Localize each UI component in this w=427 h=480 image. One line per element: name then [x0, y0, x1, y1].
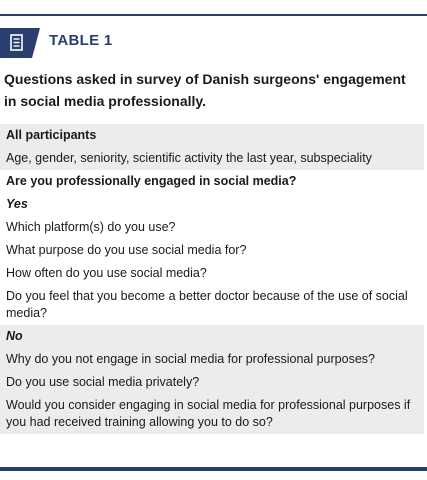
section-heading-row: All participants: [0, 124, 424, 147]
question-row: Do you feel that you become a better doctor because of the use of social media?: [0, 285, 424, 325]
question-row: How often do you use social media?: [0, 262, 424, 285]
question-row: Do you use social media privately?: [0, 371, 424, 394]
table-title: TABLE 1: [49, 32, 113, 49]
table-header: [0, 28, 427, 58]
question-row: Which platform(s) do you use?: [0, 216, 424, 239]
list-document-icon: [0, 28, 40, 58]
survey-table: [0, 124, 427, 434]
question-row: Age, gender, seniority, scientific activity the last year, subspeciality: [0, 147, 424, 170]
top-rule: [0, 14, 427, 16]
table-caption: Questions asked in survey of Danish surgeons' engagement in social media professionally.: [4, 71, 406, 109]
question-row: Would you consider engaging in social media for professional purposes if you had received training allowing you to do so?: [0, 394, 424, 434]
question-row: What purpose do you use social media for?: [0, 239, 424, 262]
question-row: Why do you not engage in social media for professional purposes?: [0, 348, 424, 371]
subsection-row: Yes: [0, 193, 424, 216]
bottom-rule: [0, 467, 427, 471]
section-heading-row: Are you professionally engaged in social media?: [0, 170, 424, 193]
subsection-row: No: [0, 325, 424, 348]
